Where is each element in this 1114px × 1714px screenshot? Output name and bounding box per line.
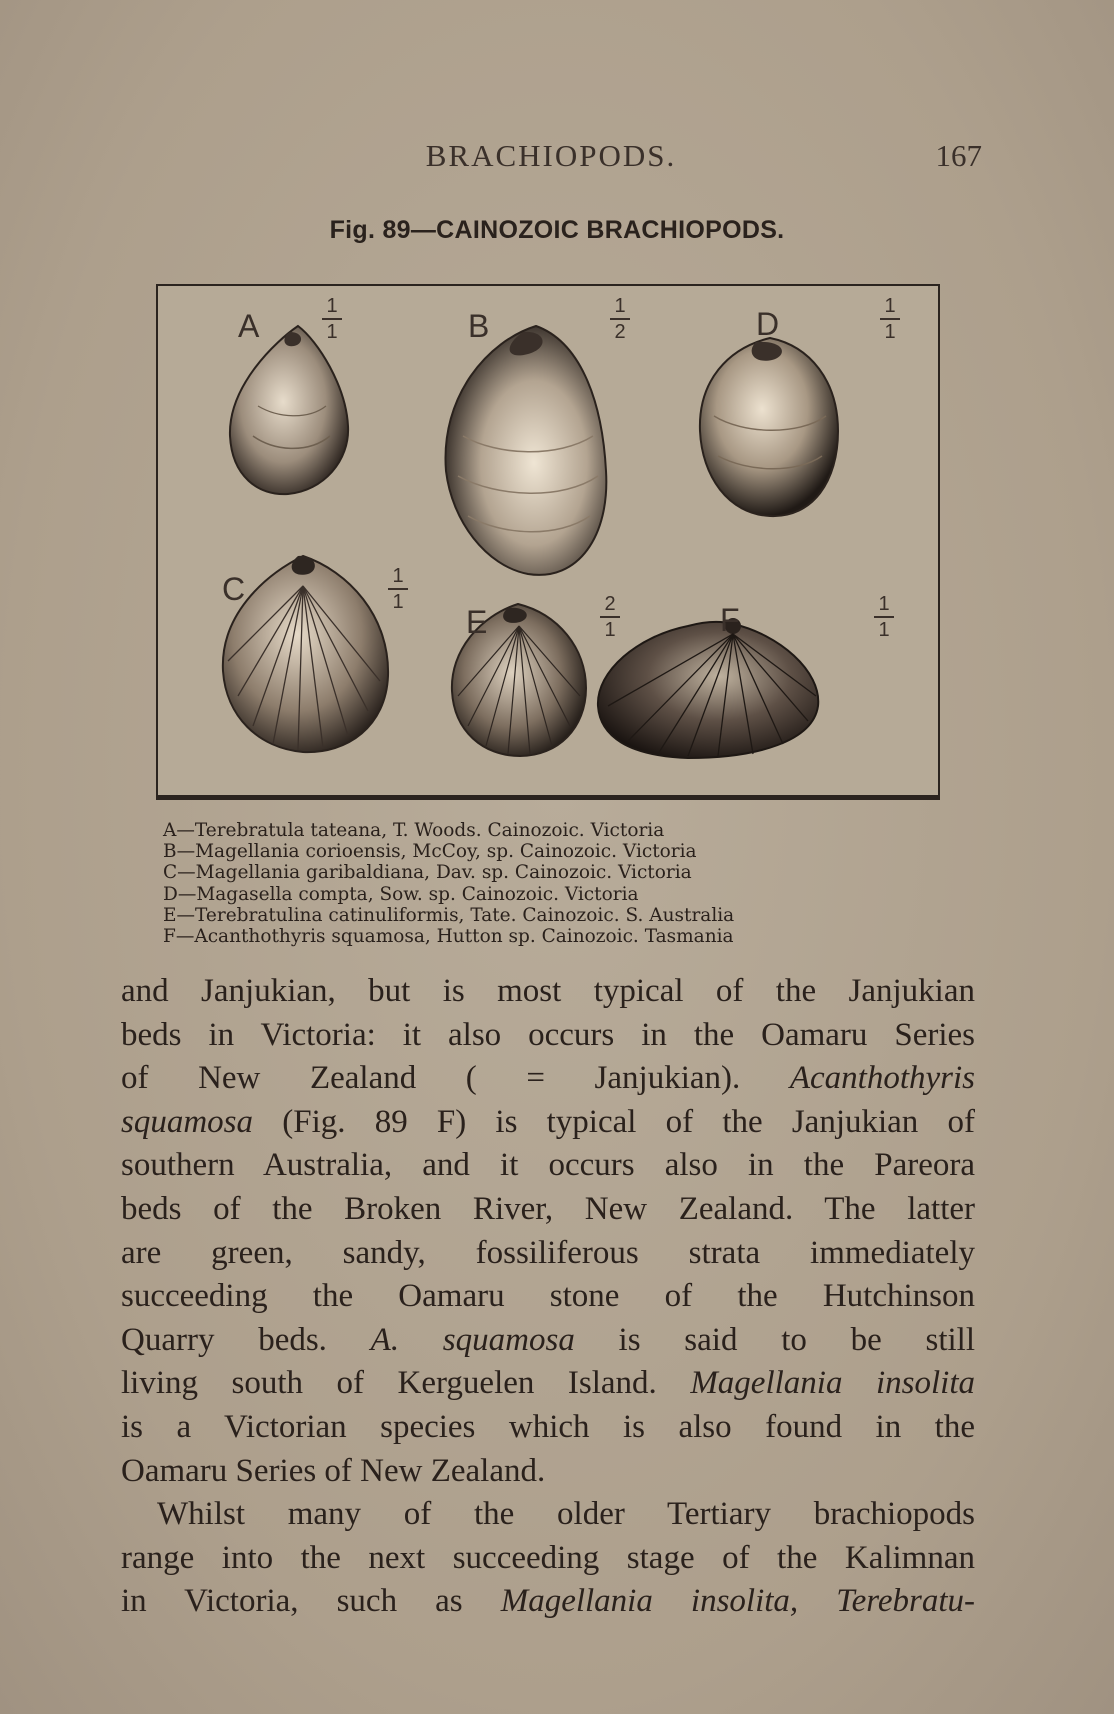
scale-b: [610, 296, 630, 342]
text-line: beds of the Broken River, New Zealand. The latter: [121, 1190, 975, 1227]
text-line: succeeding the Oamaru stone of the Hutchinson: [121, 1278, 975, 1315]
text-line: in Victoria, such as Magellania insolita, Terebratu-: [121, 1583, 975, 1620]
shell-f-illustration: [598, 618, 818, 758]
figure-title: Fig. 89—CAINOZOIC BRACHIOPODS.: [329, 216, 785, 244]
paragraph-1: [121, 970, 975, 1493]
scale-a-denominator: 1: [326, 321, 338, 343]
caption-e: E—Terebratulina catinuliformis, Tate. Cainozoic. S. Australia: [163, 904, 735, 926]
text-line: Quarry beds. A. squamosa is said to be still: [121, 1321, 975, 1358]
shell-a-illustration: [230, 326, 348, 494]
scale-e: [600, 594, 620, 640]
shell-b-illustration: [445, 326, 606, 575]
text-line: living south of Kerguelen Island. Magellania insolita: [121, 1365, 975, 1402]
scale-c-numerator: 1: [392, 565, 404, 587]
plate-label-f: F: [720, 602, 740, 638]
text-line: Oamaru Series of New Zealand.: [121, 1452, 546, 1489]
scale-e-numerator: 2: [604, 593, 616, 615]
fraction-bar: [880, 318, 900, 320]
scale-f-numerator: 1: [878, 593, 890, 615]
scale-f: [874, 594, 894, 640]
caption-d: D—Magasella compta, Sow. sp. Cainozoic. Victoria: [163, 883, 639, 905]
caption-f: F—Acanthothyris squamosa, Hutton sp. Cainozoic. Tasmania: [163, 926, 734, 948]
plate-label-a: A: [238, 308, 260, 344]
fraction-bar: [610, 318, 630, 320]
fraction-bar: [600, 616, 620, 618]
caption-a: A—Terebratula tateana, T. Woods. Cainozoic. Victoria: [163, 820, 665, 841]
figure-captions: [163, 820, 963, 947]
text-line: beds in Victoria: it also occurs in the Oamaru Series: [121, 1016, 975, 1053]
page-number: 167: [935, 138, 982, 173]
scale-d-numerator: 1: [884, 295, 896, 317]
scale-a-numerator: 1: [326, 295, 338, 317]
plate-label-e: E: [466, 604, 488, 640]
plate-label-d: D: [756, 306, 780, 342]
body-text: [121, 970, 975, 1624]
scale-d: [880, 296, 900, 342]
text-line: Whilst many of the older Tertiary brachiopods: [157, 1496, 975, 1533]
text-line: are green, sandy, fossiliferous strata immediately: [121, 1234, 975, 1271]
scale-b-denominator: 2: [614, 321, 626, 343]
scale-d-denominator: 1: [884, 321, 896, 343]
text-line: southern Australia, and it occurs also in the Pareora: [121, 1147, 975, 1184]
text-line: and Janjukian, but is most typical of the Janjukian: [121, 973, 975, 1009]
fraction-bar: [388, 588, 408, 590]
plate-label-b: B: [468, 308, 490, 344]
running-head: [120, 138, 982, 178]
text-line: squamosa (Fig. 89 F) is typical of the Janjukian of: [121, 1103, 975, 1140]
text-line: is a Victorian species which is also found in the: [121, 1408, 975, 1445]
scale-b-numerator: 1: [614, 295, 626, 317]
scale-f-denominator: 1: [878, 619, 890, 641]
scale-a: [322, 296, 342, 342]
shell-c-illustration: [223, 556, 388, 752]
plate-label-c: C: [222, 571, 246, 607]
figure-plate: [156, 284, 940, 800]
fraction-bar: [322, 318, 342, 320]
brachiopod-illustrations: [158, 286, 938, 798]
caption-b: B—Magellania corioensis, McCoy, sp. Cainozoic. Victoria: [163, 841, 697, 863]
scale-c: [388, 566, 408, 612]
running-head-title: BRACHIOPODS.: [425, 138, 677, 173]
caption-c: C—Magellania garibaldiana, Dav. sp. Cainozoic. Victoria: [163, 862, 692, 884]
text-line: of New Zealand ( = Janjukian). Acanthothyris: [121, 1060, 975, 1097]
scale-c-denominator: 1: [392, 591, 404, 613]
paragraph-2: [121, 1493, 975, 1624]
text-line: range into the next succeeding stage of the Kalimnan: [121, 1539, 975, 1576]
shell-d-illustration: [700, 338, 838, 516]
fraction-bar: [874, 616, 894, 618]
scale-e-denominator: 1: [604, 619, 616, 641]
